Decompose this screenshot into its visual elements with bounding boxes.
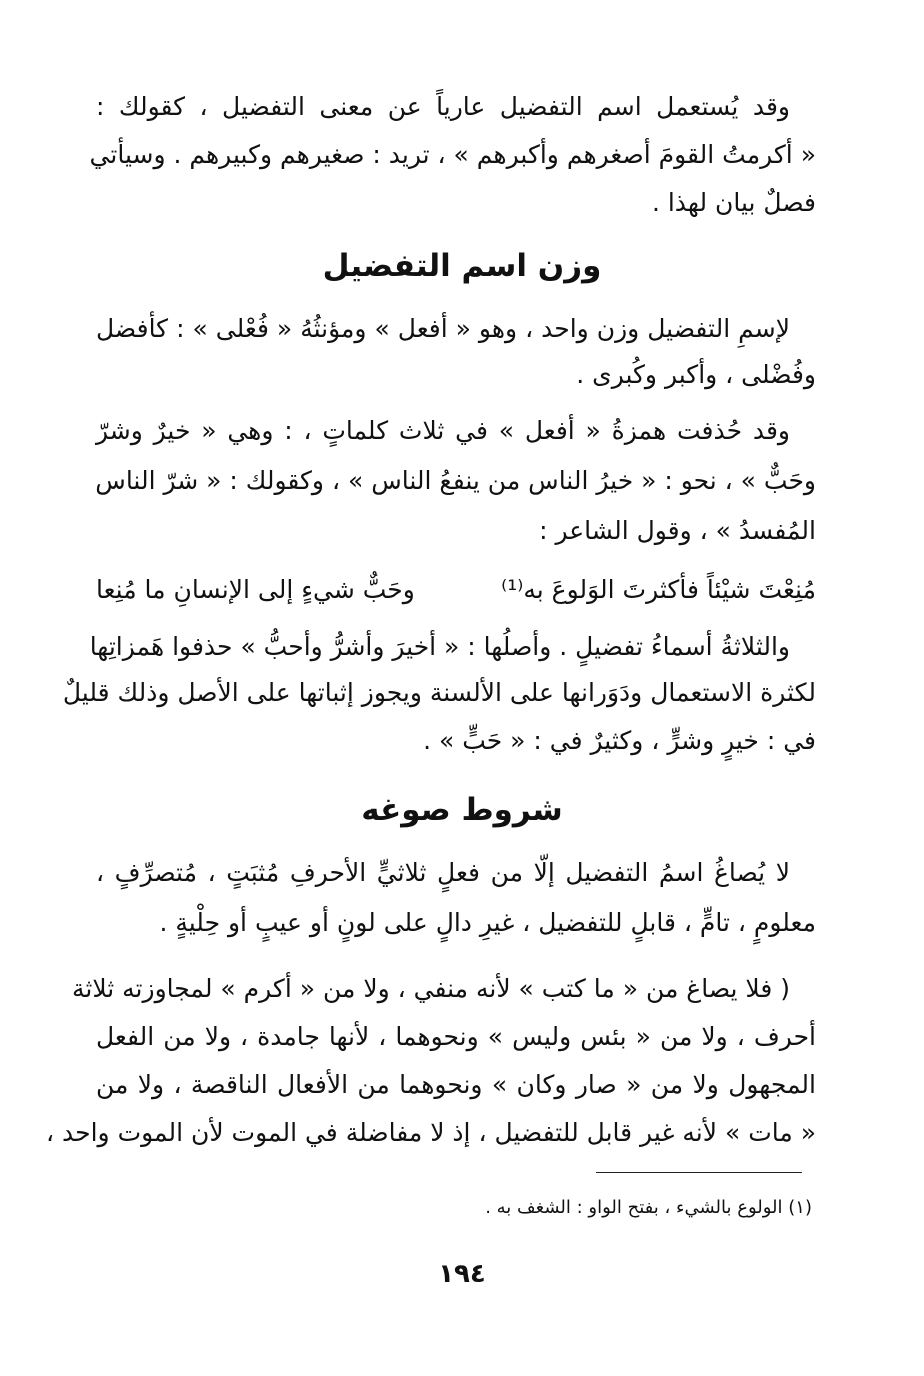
- conditions-line-1: لا يُصاغُ اسمُ التفضيل إلّا من فعلٍ ثلاثيٍّ الأحرفِ مُثبَتٍ ، مُتصرِّفٍ ،: [96, 858, 790, 887]
- conditions-line-2: معلومٍ ، تامٍّ ، قابلٍ للتفضيل ، غيرِ دالٍ على لونٍ أو عيبٍ أو حِلْيةٍ .: [159, 908, 816, 937]
- explanation-line-1: ( فلا يصاغ من « ما كتب » لأنه منفي ، ولا من « أكرم » لمجاوزته ثلاثة: [71, 974, 790, 1003]
- hamza-line-3: المُفسدُ » ، وقول الشاعر :: [539, 516, 816, 545]
- intro-line-2: « أكرمتُ القومَ أصغرهم وأكبرهم » ، تريد : صغيرهم وكبيرهم . وسيأتي: [89, 140, 816, 169]
- poetry-verse: [96, 572, 816, 612]
- weight-paragraph: [96, 312, 816, 402]
- three-words-paragraph: [62, 630, 816, 770]
- verse-first-hemistich: مُنِعْتَ شيْئاً فأكثرتَ الوَلوعَ به⁽¹⁾: [501, 575, 816, 604]
- intro-line-3: فصلٌ بيان لهذا .: [651, 188, 816, 217]
- hamza-line-2: وحَبٌّ » ، نحو : « خيرُ الناس من ينفعُ الناس » ، وكقولك : « شرّ الناس: [95, 466, 816, 495]
- verse-second-hemistich: وحَبٌّ شيءٍ إلى الإنسانِ ما مُنِعا: [96, 575, 415, 604]
- heading-weight: وزن اسم التفضيل: [322, 248, 602, 284]
- footnote: (١) الولوع بالشيء ، بفتح الواو : الشغف به .: [485, 1197, 812, 1218]
- heading-conditions: شروط صوغه: [361, 792, 563, 828]
- footnote-divider: [596, 1172, 802, 1173]
- intro-paragraph: [89, 90, 816, 220]
- conditions-paragraph: [96, 856, 816, 946]
- hamza-paragraph: [96, 414, 816, 554]
- weight-line-2: وفُضْلى ، وأكبر وكُبرى .: [576, 360, 816, 389]
- weight-line-1: لإسمِ التفضيل وزن واحد ، وهو « أفعل » ومؤنثُهُ « فُعْلى » : كأفضل: [96, 314, 790, 343]
- three-line-1: والثلاثةُ أسماءُ تفضيلٍ . وأصلُها : « أخيرَ وأشرُّ وأحبُّ » حذفوا هَمزاتِها: [89, 632, 790, 661]
- three-line-2: لكثرة الاستعمال ودَوَرانها على الألسنة ويجوز إثباتها على الأصل وذلك قليلٌ: [62, 678, 816, 707]
- intro-line-1: وقد يُستعمل اسم التفضيل عارياً عن معنى التفضيل ، كقولك :: [96, 92, 790, 121]
- three-line-3: في : خيرٍ وشرٍّ ، وكثيرٌ في : « حَبٍّ » .: [423, 726, 816, 755]
- explanation-line-3: المجهول ولا من « صار وكان » ونحوهما من الأفعال الناقصة ، ولا من: [96, 1070, 816, 1099]
- explanation-line-2: أحرف ، ولا من « بئس وليس » ونحوهما ، لأنها جامدة ، ولا من الفعل: [96, 1022, 816, 1051]
- hamza-line-1: وقد حُذفت همزةُ « أفعل » في ثلاث كلماتٍ ، : وهي « خيرٌ وشرّ: [96, 416, 790, 445]
- explanation-line-4: « مات » لأنه غير قابل للتفضيل ، إذ لا مفاضلة في الموت لأن الموت واحد ،: [46, 1118, 816, 1147]
- explanation-paragraph: [46, 972, 816, 1162]
- page-number: ١٩٤: [438, 1259, 486, 1289]
